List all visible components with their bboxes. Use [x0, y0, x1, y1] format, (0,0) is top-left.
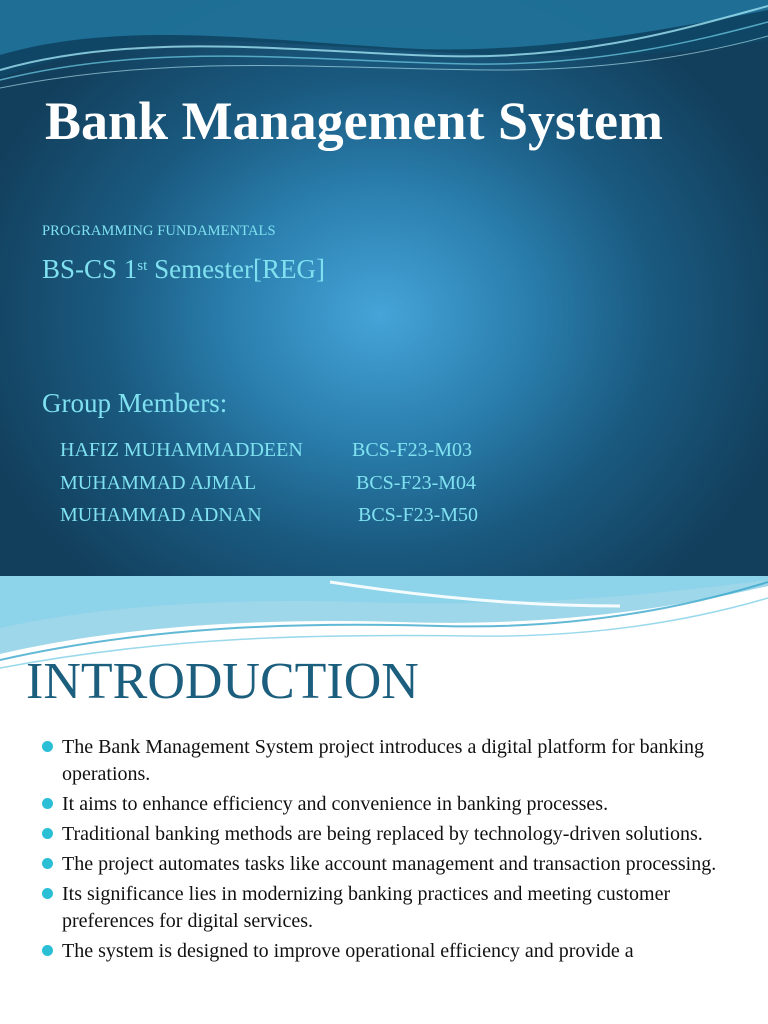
member-reg-number: BCS-F23-M04	[356, 472, 477, 494]
bullet-dot-icon	[42, 858, 53, 869]
bullet-dot-icon	[42, 828, 53, 839]
bullet-item	[40, 881, 740, 935]
bullet-text: The system is designed to improve operational efficiency and provide a	[62, 940, 634, 962]
bullet-item	[40, 821, 740, 848]
semester-line	[42, 254, 325, 285]
bullet-dot-icon	[42, 888, 53, 899]
bullet-item	[40, 938, 740, 965]
member-reg-number: BCS-F23-M03	[352, 439, 473, 461]
course-subtitle: PROGRAMMING FUNDAMENTALS	[42, 223, 276, 239]
member-row	[60, 439, 473, 462]
slide-heading: INTRODUCTION	[26, 653, 419, 710]
member-name: MUHAMMAD ADNAN	[60, 504, 262, 526]
group-members-heading: Group Members:	[42, 388, 228, 418]
bullet-item	[40, 851, 740, 878]
member-row	[60, 472, 477, 495]
bullet-dot-icon	[42, 741, 53, 752]
bullet-text: The project automates tasks like account management and transaction processing.	[62, 853, 717, 875]
bullet-dot-icon	[42, 945, 53, 956]
bullet-text: Its significance lies in modernizing banking practices and meeting customer preferences for digital services.	[62, 883, 671, 932]
bullet-list	[40, 734, 740, 968]
bullet-text: Traditional banking methods are being replaced by technology-driven solutions.	[62, 823, 703, 845]
bullet-dot-icon	[42, 798, 53, 809]
bullet-text: It aims to enhance efficiency and convenience in banking processes.	[62, 793, 609, 815]
member-name: HAFIZ MUHAMMADDEEN	[60, 439, 303, 461]
bullet-text: The Bank Management System project introduces a digital platform for banking operations.	[62, 736, 705, 785]
bullet-item	[40, 734, 740, 788]
semester-program: BS-CS 1	[42, 254, 138, 284]
semester-label: Semester[REG]	[147, 254, 326, 284]
semester-ordinal: st	[137, 258, 148, 274]
bullet-item	[40, 791, 740, 818]
introduction-slide	[0, 576, 768, 1024]
member-row	[60, 504, 479, 527]
member-reg-number: BCS-F23-M50	[358, 504, 479, 526]
member-name: MUHAMMAD AJMAL	[60, 472, 257, 494]
presentation-title: Bank Management System	[45, 91, 663, 151]
